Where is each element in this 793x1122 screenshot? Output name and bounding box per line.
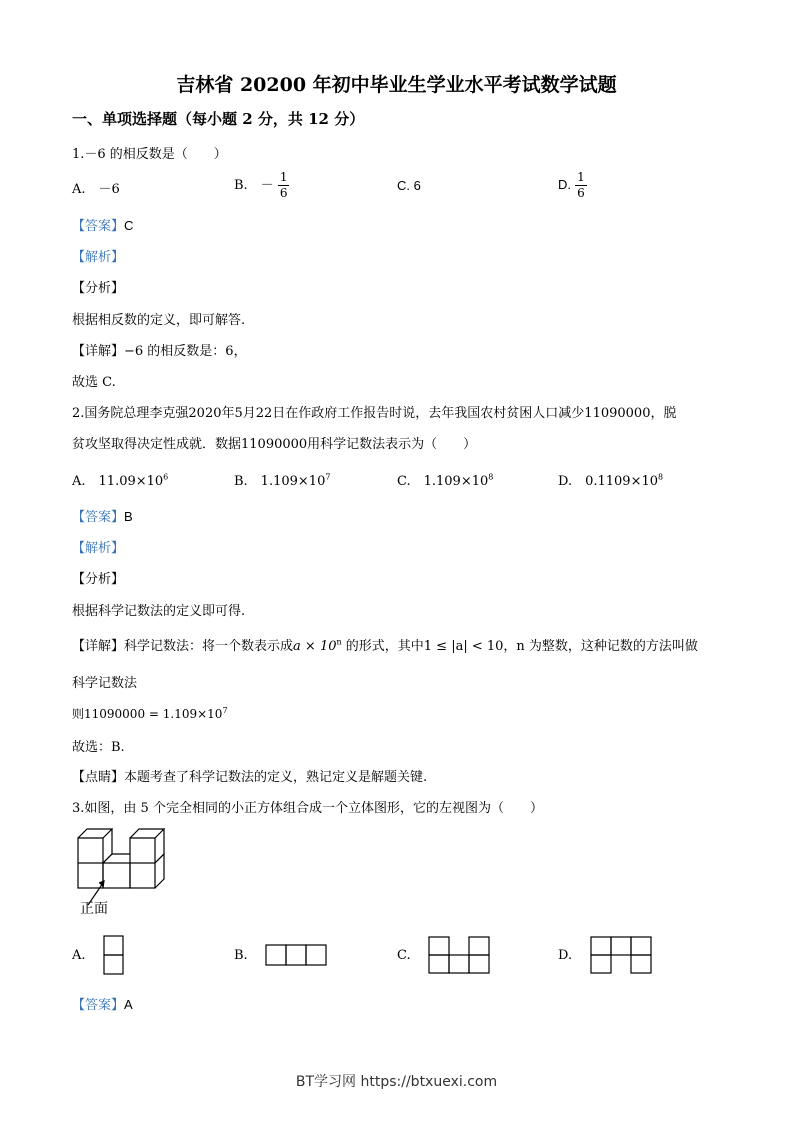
q2-jiexi-tag: 【解析】 [72,541,125,556]
point-text: 本题考查了科学记数法的定义，熟记定义是解题关键. [124,770,428,785]
q3-option-c-label: C. [397,948,411,963]
q2-option-a-text: A. 11.09×10 [72,474,164,489]
detail-text-c: ，n 为整数，这种记数的方法叫做 [503,639,698,654]
q1-option-b-denominator: 6 [279,186,288,200]
q2-option-c-exponent: 8 [488,472,494,482]
q2-option-b-exponent: 7 [325,472,331,482]
q3-option-c-figure [428,936,492,976]
q2-option-a [72,470,168,489]
q1-stem: 1.－6 的相反数是（ ） [72,147,227,162]
q1-option-d [558,170,587,201]
q1-option-b-numerator: 1 [279,170,288,184]
q3-option-d-label: D. [558,948,573,963]
detail-tag: 【详解】 [72,344,125,359]
q1-answer [72,215,133,234]
q1-option-c: C. 6 [397,178,421,193]
detail-formula-exponent: n [336,637,342,647]
detail-inequality: 1 ≤ |a| < 10 [423,639,504,654]
q2-fenxi-tag: 【分析】 [72,572,125,587]
answer-value: C [124,218,134,233]
answer-tag: 【答案】 [72,510,125,525]
q2-detail-line2: 科学记数法 [72,676,138,691]
q1-option-a: A. －6 [72,182,120,197]
q3-stem: 3.如图，由 5 个完全相同的小正方体组合成一个立体图形，它的左视图为（ ） [72,801,543,816]
q1-conclusion: 故选 C. [72,375,116,390]
point-tag: 【点睛】 [72,770,125,785]
q2-answer [72,506,133,525]
q2-option-c [397,470,493,489]
page-footer: BT学习网 https://btxuexi.com [295,1074,498,1090]
detail-text: −6 的相反数是：6， [124,344,247,359]
q2-option-d [558,470,663,489]
answer-value: A [124,997,133,1012]
calculation-text: 则11090000 = 1.109×10 [72,707,223,721]
answer-tag: 【答案】 [72,998,125,1013]
q2-conclusion: 故选：B. [72,740,125,755]
q2-fenxi-text: 根据科学记数法的定义即可得. [72,604,246,619]
q3-option-a-label: A. [72,948,86,963]
q1-option-d-denominator: 6 [577,186,585,200]
q2-option-c-text: C. 1.109×10 [397,474,489,489]
q3-front-label: 正面 [80,901,108,917]
answer-tag: 【答案】 [72,219,125,234]
detail-tag: 【详解】 [72,639,125,654]
detail-text-a: 科学记数法：将一个数表示成 [124,639,294,654]
q2-stem-line1: 2.国务院总理李克强2020年5月22日在作政府工作报告时说，去年我国农村贫困人口减少11090000，脱 [72,406,677,421]
q2-option-d-exponent: 8 [658,472,664,482]
q3-option-d-figure [590,936,654,976]
q3-option-b-figure [265,944,329,966]
q2-option-b [234,470,330,489]
q1-fenxi-tag: 【分析】 [72,281,125,296]
detail-formula: a × 10 [293,639,337,654]
q1-detail [72,340,247,359]
q2-stem-line2: 贫攻坚取得决定性成就．数据11090000用科学记数法表示为（ ） [72,437,477,452]
q2-detail [72,635,698,654]
answer-value: B [124,509,133,524]
q1-jiexi-tag: 【解析】 [72,250,125,265]
q1-option-d-numerator: 1 [577,170,585,184]
q2-option-a-exponent: 6 [163,472,169,482]
page-title: 吉林省 20200 年初中毕业生学业水平考试数学试题 [176,74,617,96]
q2-calculation [72,705,228,722]
q2-option-b-text: B. 1.109×10 [234,474,326,489]
detail-text-b: 的形式，其中 [341,639,424,654]
section-heading: 一、单项选择题（每小题 2 分，共 12 分） [72,110,365,128]
q1-option-d-label: D. [558,177,571,192]
q3-option-a-figure [103,935,125,975]
q2-point [72,766,427,785]
q1-option-b-label: B. － [234,178,274,193]
q2-option-d-text: D. 0.1109×10 [558,474,659,489]
q1-option-d-fraction [575,170,587,201]
q3-option-b-label: B. [234,948,248,963]
calculation-exponent: 7 [222,706,228,715]
q1-fenxi-text: 根据相反数的定义，即可解答. [72,313,246,328]
q3-answer [72,994,133,1013]
q1-option-b [234,170,289,201]
q1-option-b-fraction [278,170,290,201]
